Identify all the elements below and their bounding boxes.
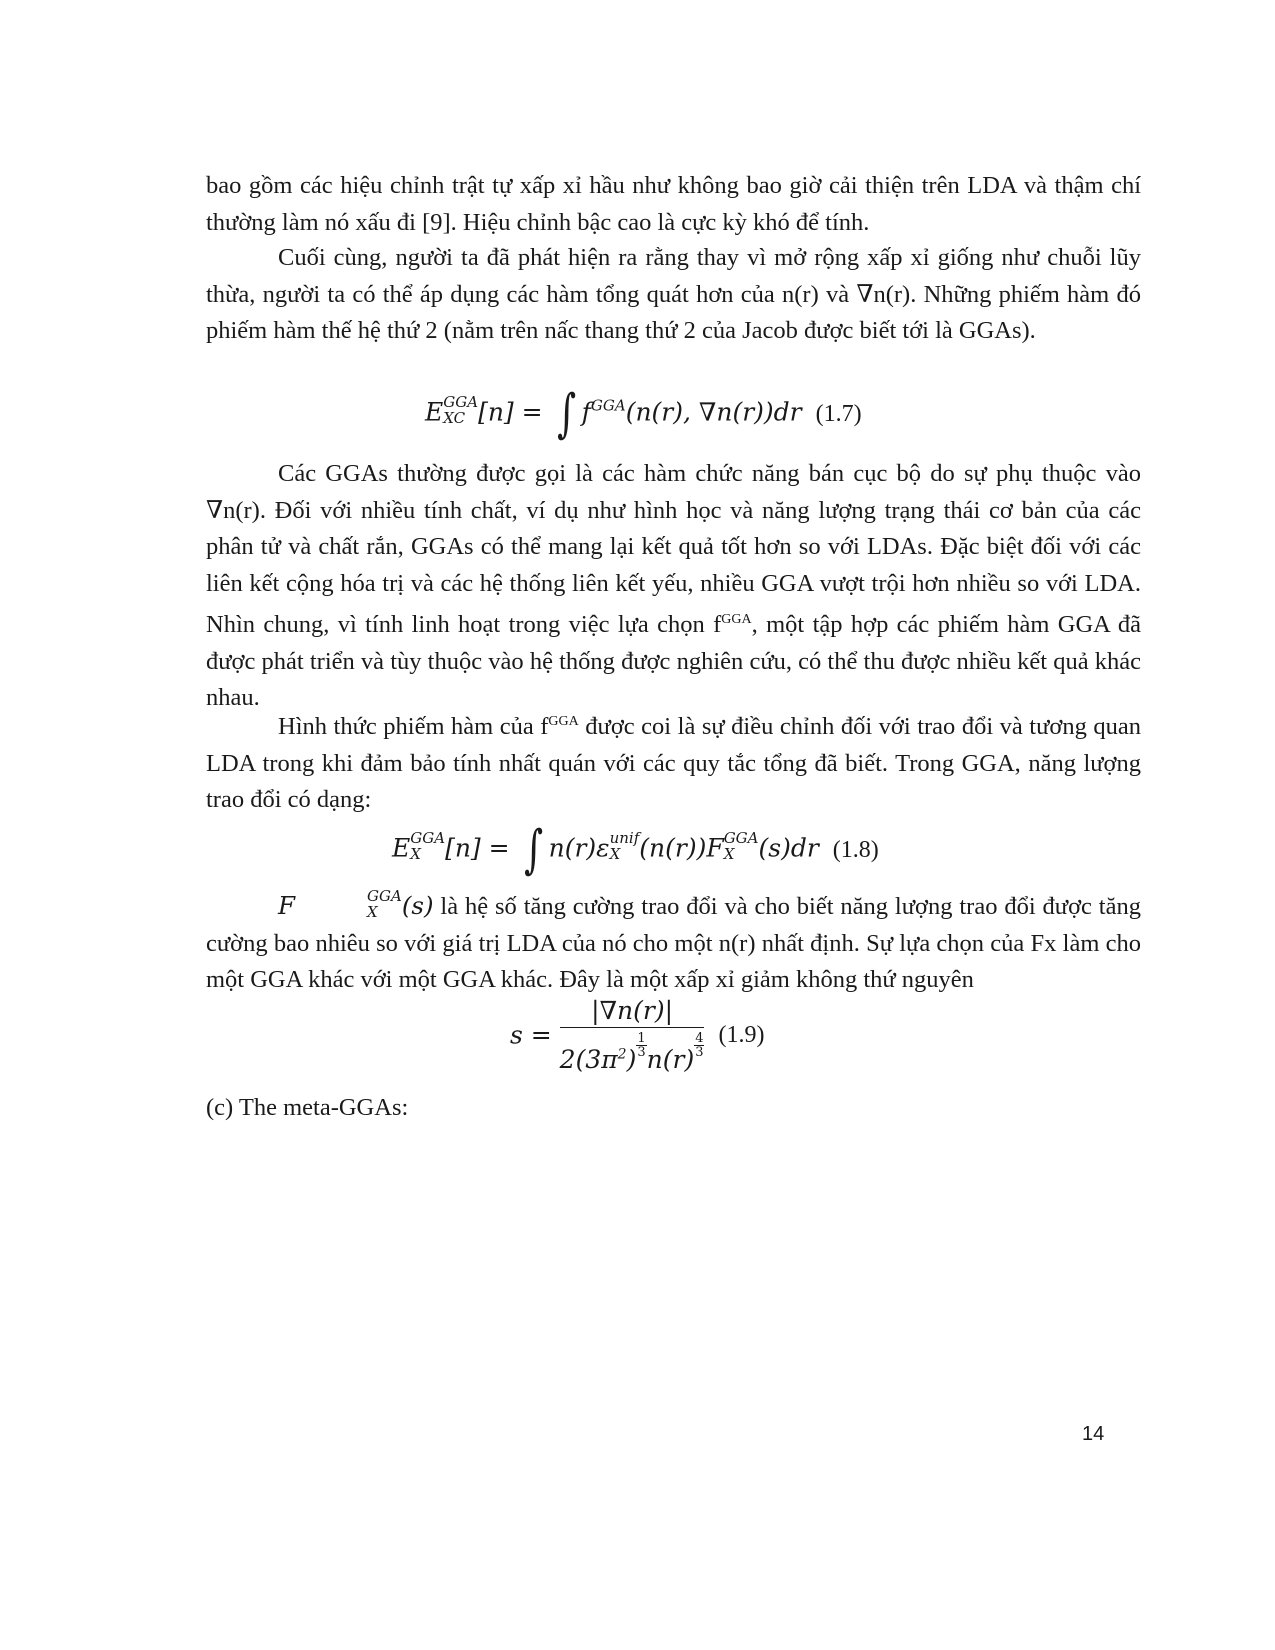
paragraph-1: bao gồm các hiệu chỉnh trật tự xấp xỉ hầu như không bao giờ cải thiện trên LDA và thậm chí thường làm nó xấu đi [9]. Hiệu chỉnh bậc cao là cực kỳ khó để tính. — [206, 172, 1141, 236]
equation-number: (1.7) — [815, 400, 862, 427]
equation-1-7: E GGA XC [n] = ∫ $f^{GGA}(n(r)$, ∇n(r))dr (1.7) — [425, 384, 862, 444]
equation-1-8: E GGA X [n] = ∫ n(r)ε unif X (n(r))F GGA X (s)dr (1.8) — [392, 820, 879, 880]
equation-number: (1.8) — [832, 836, 879, 863]
paragraph-5: F GGA X (s) là hệ số tăng cường trao đổi và cho biết năng lượng trao đổi được tăng cường bao nhiêu so với giá trị LDA của nó cho một n(r) nhất định. Sự lựa chọn của Fx làm cho một GGA khác với một GGA khác. Đây là một xấp xỉ giảm không thứ nguyên — [206, 886, 1141, 993]
paragraph-3: Các GGAs thường được gọi là các hàm chức năng bán cục bộ do sự phụ thuộc vào ∇n(r). Đối với nhiều tính chất, ví dụ như hình học và năng lượng trạng thái cơ bản của các phân tử và chất rắn, GGAs có thể mang lại kết quả tốt hơn so với LDAs. Đặc biệt đối với các liên kết cộng hóa trị và các hệ thống liên kết yếu, nhiều GGA vượt trội hơn nhiều so với LDA. Nhìn chung, vì tính linh hoạt trong việc lựa chọn $f^{GGA}$, một tập hợp các phiếm hàm GGA đã được phát triển và tùy thuộc vào hệ thống được nghiên cứu, có thể thu được nhiều kết quả khác nhau. — [206, 460, 1141, 712]
paragraph-2: Cuối cùng, người ta đã phát hiện ra rằng thay vì mở rộng xấp xỉ giống như chuỗi lũy thừa, người ta có thể áp dụng các hàm tổng quát hơn của n(r) và ∇n(r). Những phiếm hàm đó phiếm hàm thế hệ thứ 2 (nằm trên nấc thang thứ 2 của Jacob được biết tới là GGAs). — [206, 244, 1141, 344]
fraction: |∇n(r)| $2(3\pi^2)$ $\frac{1}{3}$ n(r) $\frac{4}{3}$ — [559, 996, 704, 1074]
inline-enhancement-factor: F GGA X (s) — [278, 886, 434, 921]
page-number: 14 — [1082, 1423, 1105, 1445]
integral-sign: ∫ — [523, 820, 543, 880]
paragraph-4: Hình thức phiếm hàm của $f^{GGA}$ được coi là sự điều chỉnh đối với trao đổi và tương quan LDA trong khi đảm bảo tính nhất quán với các quy tắc tổng đã biết. Trong GGA, năng lượng trao đổi có dạng: — [206, 713, 1141, 814]
integral-sign: ∫ — [556, 384, 576, 444]
equation-number: (1.9) — [718, 1021, 765, 1048]
equation-1-9: s = |∇n(r)| $2(3\pi^2)$ $\frac{1}{3}$ n(r) $\frac{4}{3}$ (1.9) — [510, 996, 765, 1074]
section-heading-meta-ggas: (c) The meta-GGAs: — [206, 1094, 409, 1121]
